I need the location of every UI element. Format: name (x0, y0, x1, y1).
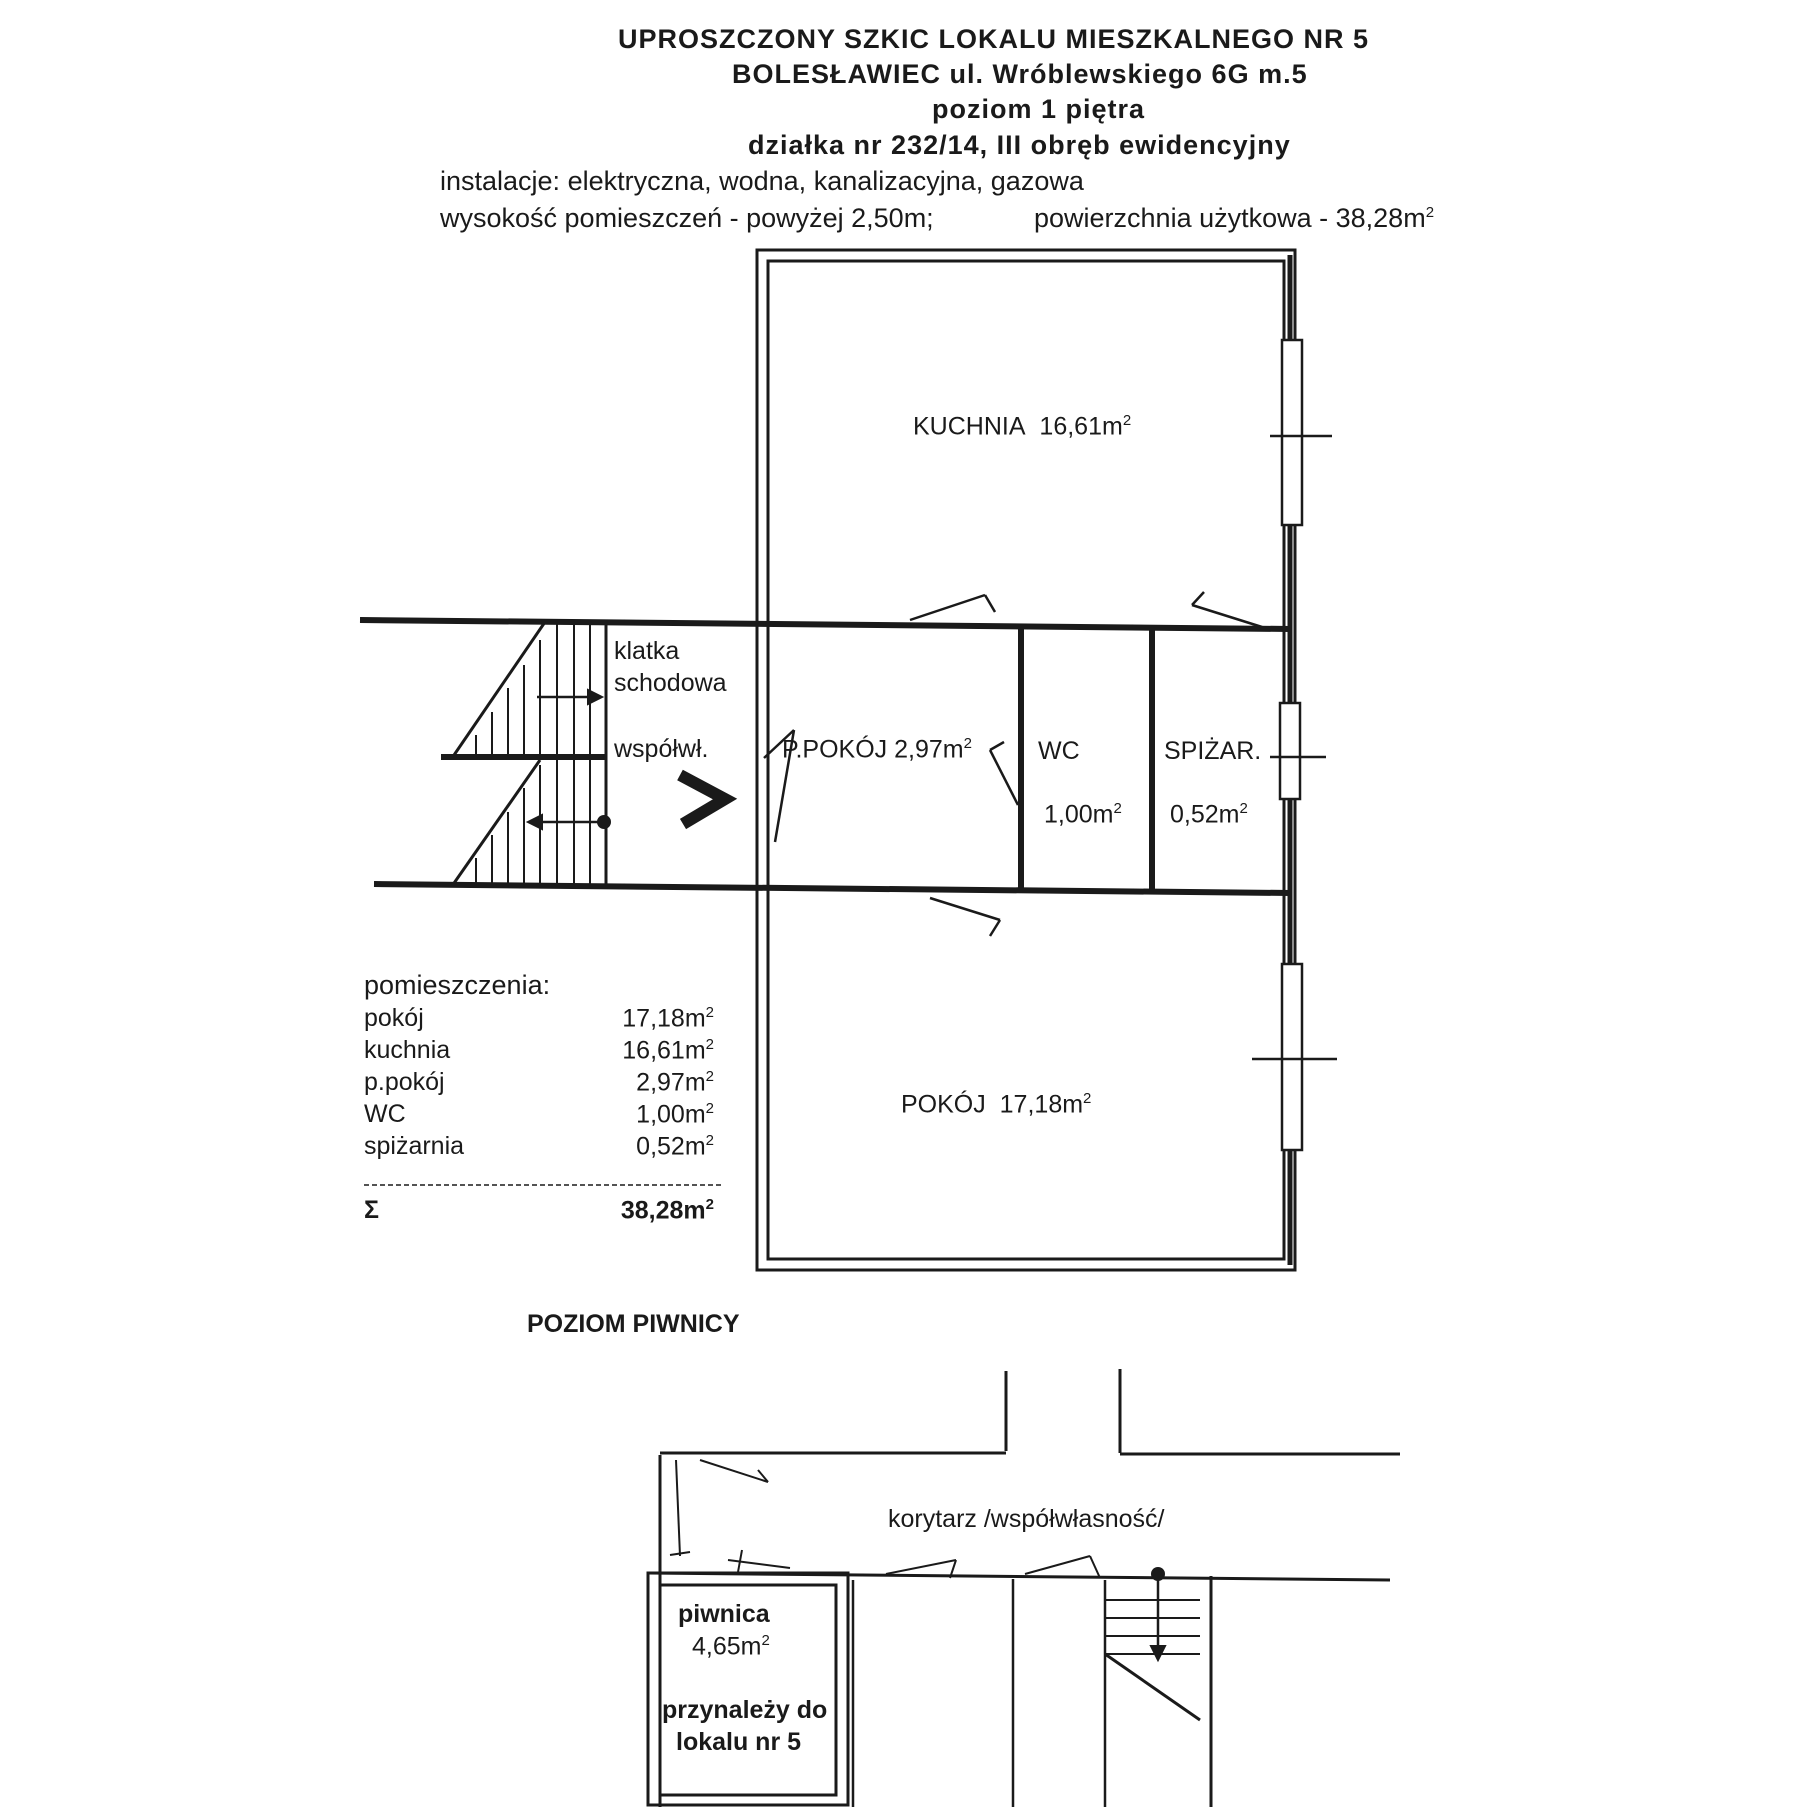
height-line: wysokość pomieszczeń - powyżej 2,50m; (440, 203, 934, 233)
window (1270, 340, 1332, 525)
summary-row: pokój $17,18m^2$ (364, 1004, 714, 1033)
floor-level-line: poziom 1 piętra (932, 94, 1146, 124)
summary-separator (364, 1166, 374, 1182)
summary-row: spiżarnia $0,52m^2$ (364, 1132, 714, 1161)
basement-stair-dot (1151, 1567, 1165, 1581)
basement-partitions (853, 1579, 1105, 1807)
summary-heading: pomieszczenia: (364, 970, 551, 1000)
window (1270, 703, 1326, 799)
room-label: POKÓJ $17,18m^2$ (901, 1090, 1092, 1119)
basement-staircase (1105, 1580, 1200, 1720)
corridor-label: korytarz /współwłasność/ (888, 1505, 1165, 1533)
installations-line: instalacje: elektryczna, wodna, kanalizacyjna, gazowa (440, 166, 1084, 196)
staircase-label-line2: schodowa (614, 669, 727, 697)
pantry-area-label: $0,52m^2$ (1170, 800, 1248, 829)
stair-start-dot (597, 815, 611, 829)
kitchen-label: KUCHNIA $16,61m^2$ (913, 412, 1132, 441)
staircase-label-line3: współwł. (614, 735, 709, 763)
cellar-ownership-line1: przynależy do (662, 1696, 828, 1724)
cellar-area-label: $4,65m^2$ (692, 1632, 770, 1661)
entrance-arrow (680, 775, 725, 824)
cellar-name-label: piwnica (678, 1600, 770, 1628)
pantry-name-label: SPIŻAR. (1164, 737, 1262, 765)
summary-row: WC $1,00m^2$ (364, 1100, 714, 1129)
cellar-ownership-line2: lokalu nr 5 (676, 1728, 802, 1756)
sketch-title: UPROSZCZONY SZKIC LOKALU MIESZKALNEGO NR 5 (618, 24, 1370, 54)
staircase-label-line1: klatka (614, 637, 680, 665)
summary-row: kuchnia $16,61m^2$ (364, 1036, 714, 1065)
summary-row: p.pokój $2,97m^2$ (364, 1068, 714, 1097)
address-line: BOLESŁAWIEC ul. Wróblewskiego 6G m.5 (732, 59, 1308, 89)
hall-label: P.POKÓJ $2,97m^2$ (782, 735, 972, 764)
plot-line: działka nr 232/14, III obręb ewidencyjny (748, 130, 1291, 160)
wc-name-label: WC (1038, 737, 1080, 765)
window (1252, 964, 1337, 1150)
basement-heading: POZIOM PIWNICY (527, 1310, 740, 1338)
summary-total-row: Σ $38,28m^2$ (364, 1196, 714, 1225)
wc-area-label: $1,00m^2$ (1044, 800, 1122, 829)
usable-area-line: powierzchnia użytkowa - $38,28m^2$ (1034, 203, 1435, 233)
